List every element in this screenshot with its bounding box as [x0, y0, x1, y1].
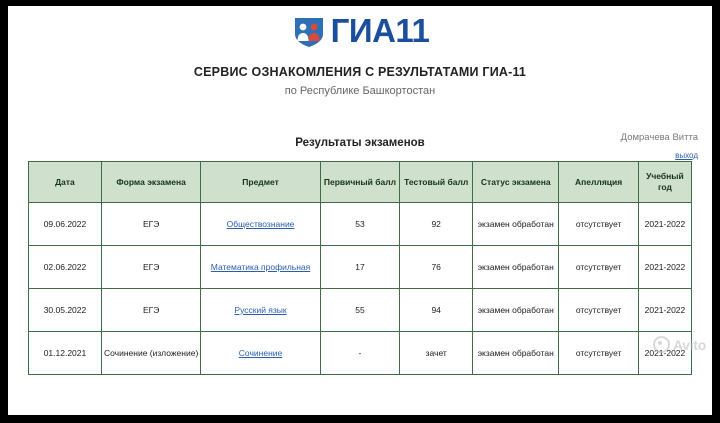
- col-header-test-score: Тестовый балл: [400, 162, 473, 203]
- section-title: Результаты экзаменов: [295, 137, 425, 149]
- subject-link[interactable]: Русский язык: [234, 304, 287, 315]
- cell-status: экзамен обработан: [473, 203, 559, 246]
- cell-subject[interactable]: [201, 289, 320, 332]
- col-header-date: Дата: [29, 162, 102, 203]
- cell-date: 01.12.2021: [29, 332, 102, 375]
- site-logo[interactable]: [14, 14, 706, 49]
- col-header-status: Статус экзамена: [473, 162, 559, 203]
- subject-link[interactable]: Математика профильная: [210, 261, 311, 272]
- cell-test-score: 94: [400, 289, 473, 332]
- cell-test-score: зачет: [400, 332, 473, 375]
- cell-appeal: отсутствует: [559, 289, 639, 332]
- subject-link[interactable]: Сочинение: [238, 347, 283, 358]
- table-header-row: [29, 162, 692, 203]
- cell-status: экзамен обработан: [473, 332, 559, 375]
- results-table-wrap: [28, 161, 692, 375]
- gia-shield-people-icon: [291, 15, 327, 49]
- cell-test-score: 92: [400, 203, 473, 246]
- subject-link[interactable]: Обществознание: [226, 218, 295, 229]
- cell-form: ЕГЭ: [101, 246, 200, 289]
- cell-form: Сочинение (изложение): [101, 332, 200, 375]
- cell-subject[interactable]: [201, 203, 320, 246]
- cell-date: 30.05.2022: [29, 289, 102, 332]
- cell-form: ЕГЭ: [101, 203, 200, 246]
- cell-status: экзамен обработан: [473, 246, 559, 289]
- col-header-primary-score: Первичный балл: [320, 162, 400, 203]
- avito-watermark-text: Avito: [673, 336, 706, 353]
- cell-date: 09.06.2022: [29, 203, 102, 246]
- cell-primary-score: 53: [320, 203, 400, 246]
- avito-watermark: [653, 336, 706, 353]
- table-row: [29, 246, 692, 289]
- logout-link[interactable]: выход: [675, 150, 698, 160]
- cell-year: 2021-2022: [638, 203, 691, 246]
- cell-status: экзамен обработан: [473, 289, 559, 332]
- cell-subject[interactable]: [201, 246, 320, 289]
- user-name: Домрачева Витта: [620, 132, 698, 143]
- cell-primary-score: 55: [320, 289, 400, 332]
- site-logo-text: ГИА11: [330, 12, 430, 49]
- cell-date: 02.06.2022: [29, 246, 102, 289]
- cell-year: 2021-2022: [638, 332, 691, 375]
- letterbox-top: [0, 0, 720, 6]
- page-title: СЕРВИС ОЗНАКОМЛЕНИЯ С РЕЗУЛЬТАТАМИ ГИА-11: [193, 65, 527, 79]
- cell-form: ЕГЭ: [101, 289, 200, 332]
- cell-appeal: отсутствует: [559, 332, 639, 375]
- cell-subject[interactable]: [201, 332, 320, 375]
- cell-primary-score: 17: [320, 246, 400, 289]
- letterbox-bottom: [0, 415, 720, 423]
- table-row: [29, 332, 692, 375]
- col-header-appeal: Апелляция: [559, 162, 639, 203]
- table-row: [29, 203, 692, 246]
- cell-appeal: отсутствует: [559, 246, 639, 289]
- cell-appeal: отсутствует: [559, 203, 639, 246]
- table-row: [29, 289, 692, 332]
- col-header-subject: Предмет: [201, 162, 320, 203]
- page-content: [0, 14, 720, 375]
- avito-ring-icon: [653, 336, 670, 353]
- cell-year: 2021-2022: [638, 246, 691, 289]
- cell-primary-score: -: [320, 332, 400, 375]
- user-block: [621, 132, 698, 164]
- col-header-form: Форма экзамена: [101, 162, 200, 203]
- page-subtitle: по Республике Башкортостан: [284, 85, 436, 97]
- cell-test-score: 76: [400, 246, 473, 289]
- results-table: [28, 161, 692, 375]
- col-header-year: Учебный год: [638, 162, 691, 203]
- cell-year: 2021-2022: [638, 289, 691, 332]
